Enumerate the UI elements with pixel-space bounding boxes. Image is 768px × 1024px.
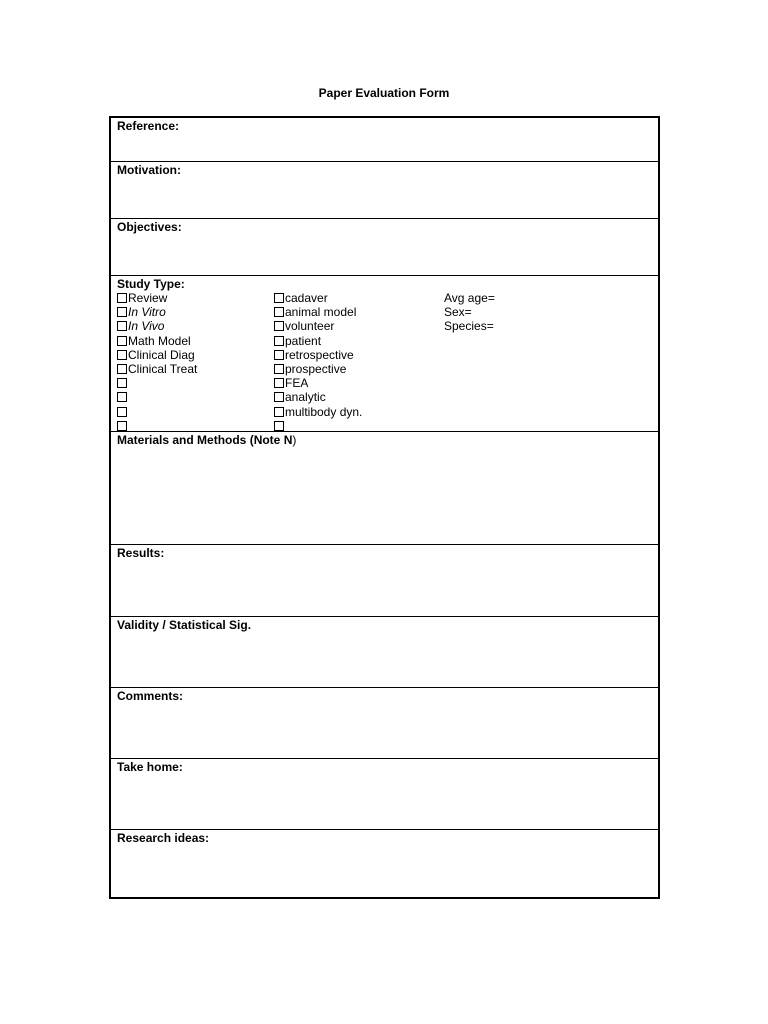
study-type-design-column: [117, 291, 197, 433]
checkbox-option[interactable]: Math Model: [117, 334, 197, 348]
materials-methods-label: Materials and Methods (Note N): [117, 433, 297, 447]
checkbox-option-empty[interactable]: [117, 376, 197, 390]
results-section[interactable]: [111, 544, 658, 616]
comments-section[interactable]: [111, 687, 658, 758]
checkbox-icon[interactable]: [117, 293, 127, 303]
checkbox-icon[interactable]: [117, 421, 127, 431]
checkbox-icon[interactable]: [117, 321, 127, 331]
checkbox-option[interactable]: volunteer: [274, 319, 362, 333]
checkbox-icon[interactable]: [117, 350, 127, 360]
checkbox-icon[interactable]: [274, 407, 284, 417]
validity-label: Validity / Statistical Sig.: [117, 618, 252, 632]
checkbox-icon[interactable]: [274, 364, 284, 374]
checkbox-icon[interactable]: [274, 378, 284, 388]
checkbox-icon[interactable]: [117, 378, 127, 388]
objectives-label: Objectives:: [117, 220, 182, 234]
motivation-label: Motivation:: [117, 163, 181, 177]
results-label: Results:: [117, 546, 165, 560]
checkbox-option[interactable]: analytic: [274, 390, 362, 404]
take-home-section[interactable]: [111, 758, 658, 829]
checkbox-option[interactable]: Review: [117, 291, 197, 305]
evaluation-form-table: [109, 116, 660, 899]
checkbox-option[interactable]: Clinical Diag: [117, 348, 197, 362]
materials-methods-section[interactable]: [111, 431, 658, 544]
checkbox-option[interactable]: Clinical Treat: [117, 362, 197, 376]
take-home-label: Take home:: [117, 760, 183, 774]
species-field[interactable]: Species=: [444, 319, 494, 334]
study-type-subject-column: [274, 291, 362, 433]
page-title: Paper Evaluation Form: [318, 86, 450, 100]
checkbox-icon[interactable]: [274, 293, 284, 303]
research-ideas-section[interactable]: [111, 829, 658, 897]
sex-field[interactable]: Sex=: [444, 305, 472, 320]
checkbox-icon[interactable]: [274, 307, 284, 317]
research-ideas-label: Research ideas:: [117, 831, 210, 845]
checkbox-option[interactable]: retrospective: [274, 348, 362, 362]
checkbox-icon[interactable]: [117, 307, 127, 317]
study-type-label: Study Type:: [117, 277, 185, 291]
checkbox-icon[interactable]: [117, 407, 127, 417]
comments-label: Comments:: [117, 689, 184, 703]
checkbox-option[interactable]: In Vivo: [117, 319, 197, 333]
checkbox-icon[interactable]: [117, 364, 127, 374]
checkbox-option[interactable]: cadaver: [274, 291, 362, 305]
checkbox-option[interactable]: multibody dyn.: [274, 405, 362, 419]
checkbox-icon[interactable]: [117, 336, 127, 346]
checkbox-option-empty[interactable]: [117, 405, 197, 419]
checkbox-icon[interactable]: [274, 421, 284, 431]
checkbox-icon[interactable]: [274, 392, 284, 402]
checkbox-icon[interactable]: [274, 336, 284, 346]
checkbox-option[interactable]: prospective: [274, 362, 362, 376]
motivation-section[interactable]: [111, 161, 658, 218]
reference-section[interactable]: [111, 118, 658, 161]
reference-label: Reference:: [117, 119, 180, 133]
avg-age-field[interactable]: Avg age=: [444, 291, 495, 305]
checkbox-icon[interactable]: [274, 350, 284, 360]
study-type-section: [111, 275, 658, 431]
checkbox-icon[interactable]: [117, 392, 127, 402]
study-type-demographics-column: [444, 291, 495, 334]
objectives-section[interactable]: [111, 218, 658, 275]
checkbox-option[interactable]: In Vitro: [117, 305, 197, 319]
validity-section[interactable]: [111, 616, 658, 687]
checkbox-option[interactable]: animal model: [274, 305, 362, 319]
checkbox-option-empty[interactable]: [117, 390, 197, 404]
checkbox-icon[interactable]: [274, 321, 284, 331]
checkbox-option[interactable]: FEA: [274, 376, 362, 390]
checkbox-option[interactable]: patient: [274, 334, 362, 348]
